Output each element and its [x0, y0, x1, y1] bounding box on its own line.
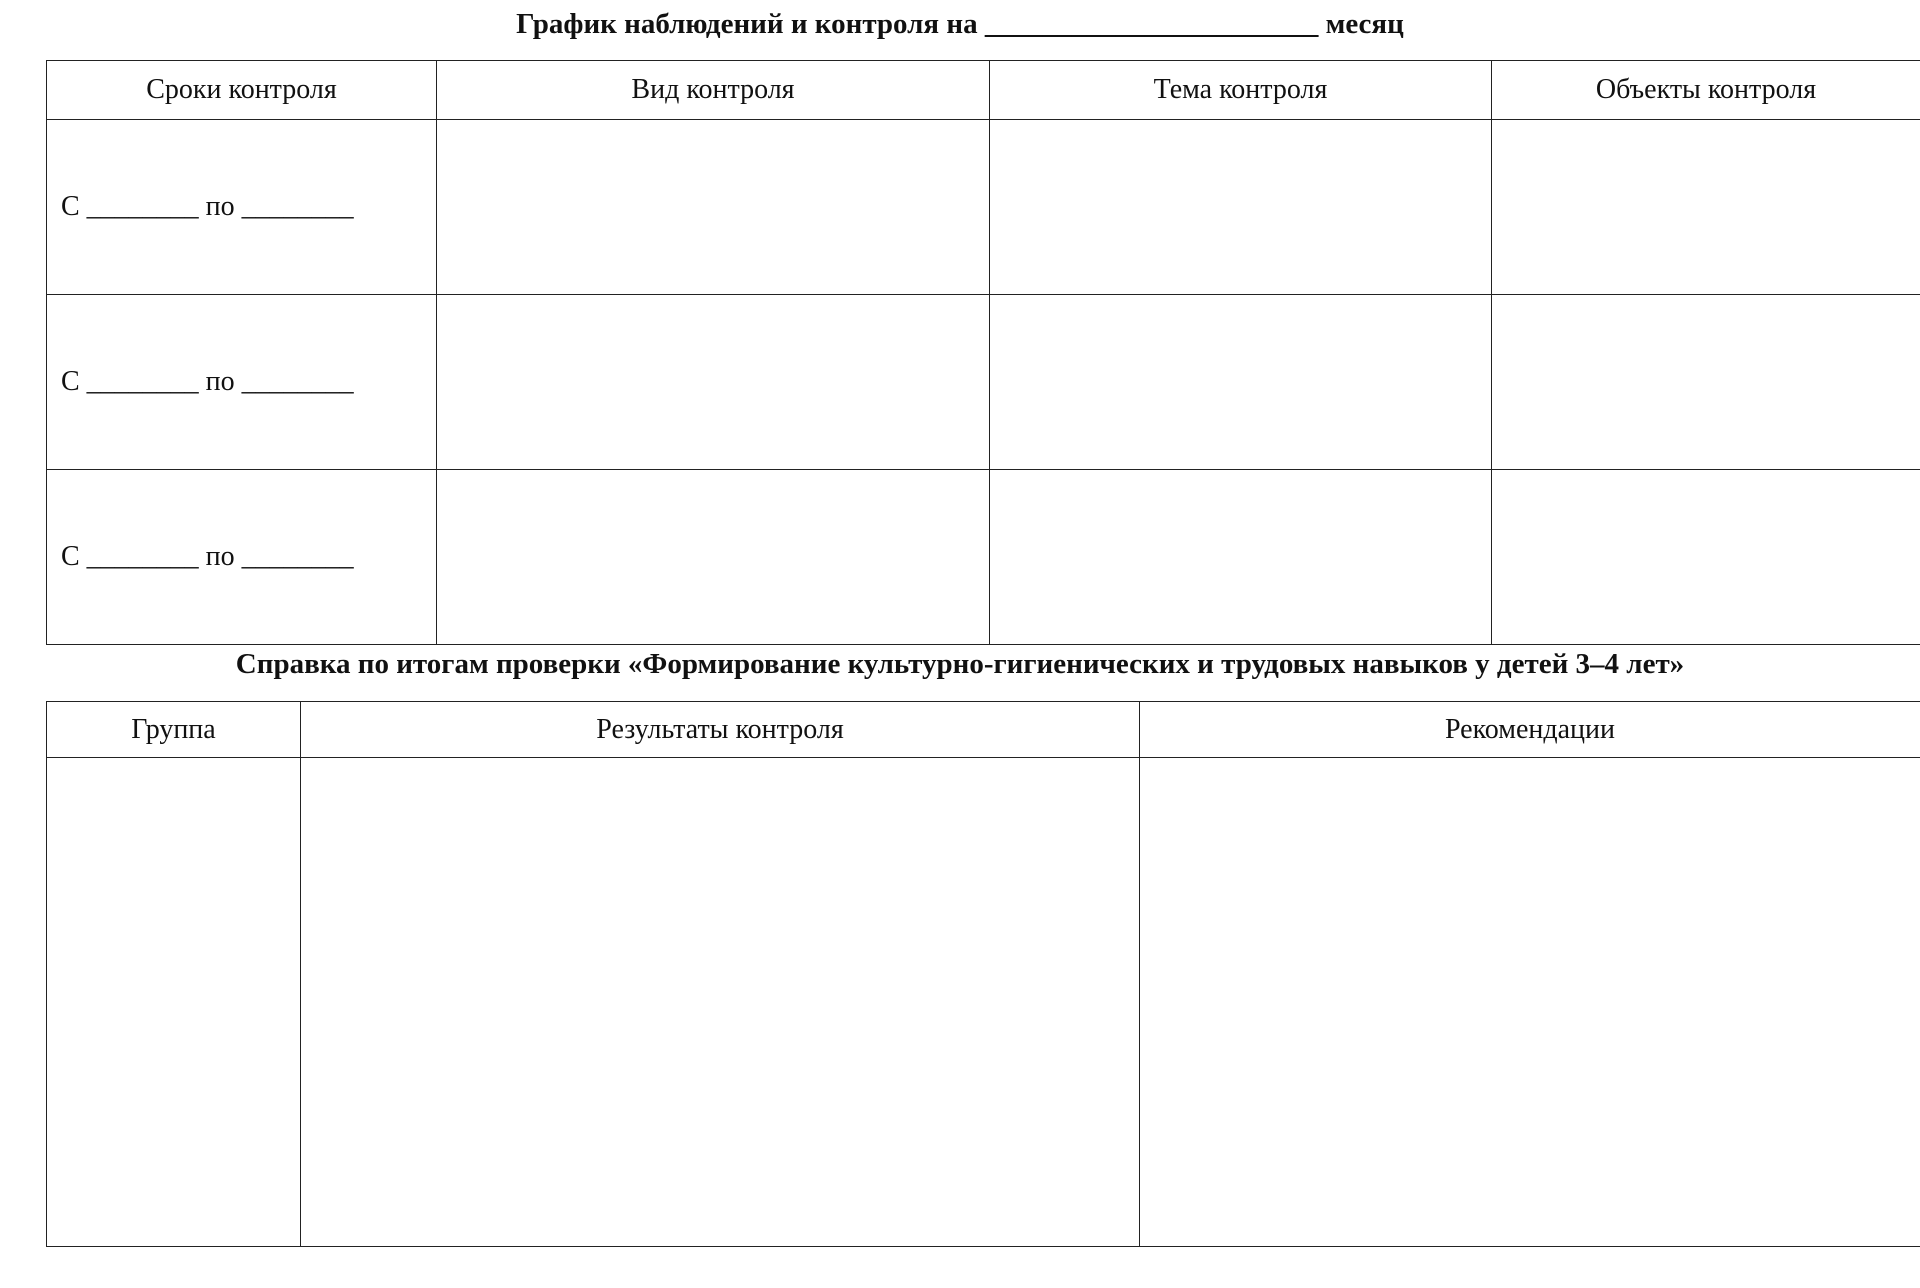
- schedule-row: [47, 120, 1920, 295]
- control-topic-cell: [990, 120, 1492, 295]
- period-cell: С ________ по ________: [47, 295, 437, 470]
- group-cell: [47, 758, 301, 1247]
- report-table: [46, 701, 1920, 1247]
- control-type-cell: [437, 120, 990, 295]
- control-type-cell: [437, 295, 990, 470]
- control-results-cell: [301, 758, 1140, 1247]
- control-objects-cell: [1492, 120, 1920, 295]
- header-recommendations: Рекомендации: [1140, 702, 1920, 758]
- schedule-title: График наблюдений и контроля на _______________________ месяц: [516, 8, 1404, 40]
- schedule-row: [47, 295, 1920, 470]
- header-control-period: Сроки контроля: [47, 61, 437, 120]
- report-header-row: [47, 702, 1920, 758]
- header-control-topic: Тема контроля: [990, 61, 1492, 120]
- report-row: [47, 758, 1920, 1247]
- header-control-objects: Объекты контроля: [1492, 61, 1920, 120]
- control-objects-cell: [1492, 470, 1920, 645]
- header-control-type: Вид контроля: [437, 61, 990, 120]
- schedule-header-row: [47, 61, 1920, 120]
- header-group: Группа: [47, 702, 301, 758]
- control-topic-cell: [990, 295, 1492, 470]
- schedule-table: [46, 60, 1920, 645]
- schedule-row: [47, 470, 1920, 645]
- report-title: Справка по итогам проверки «Формирование культурно-гигиенических и трудовых навыков у детей 3–4 лет»: [235, 648, 1685, 680]
- recommendations-cell: [1140, 758, 1920, 1247]
- period-cell: С ________ по ________: [47, 470, 437, 645]
- control-topic-cell: [990, 470, 1492, 645]
- control-objects-cell: [1492, 295, 1920, 470]
- period-cell: С ________ по ________: [47, 120, 437, 295]
- header-control-results: Результаты контроля: [301, 702, 1140, 758]
- control-type-cell: [437, 470, 990, 645]
